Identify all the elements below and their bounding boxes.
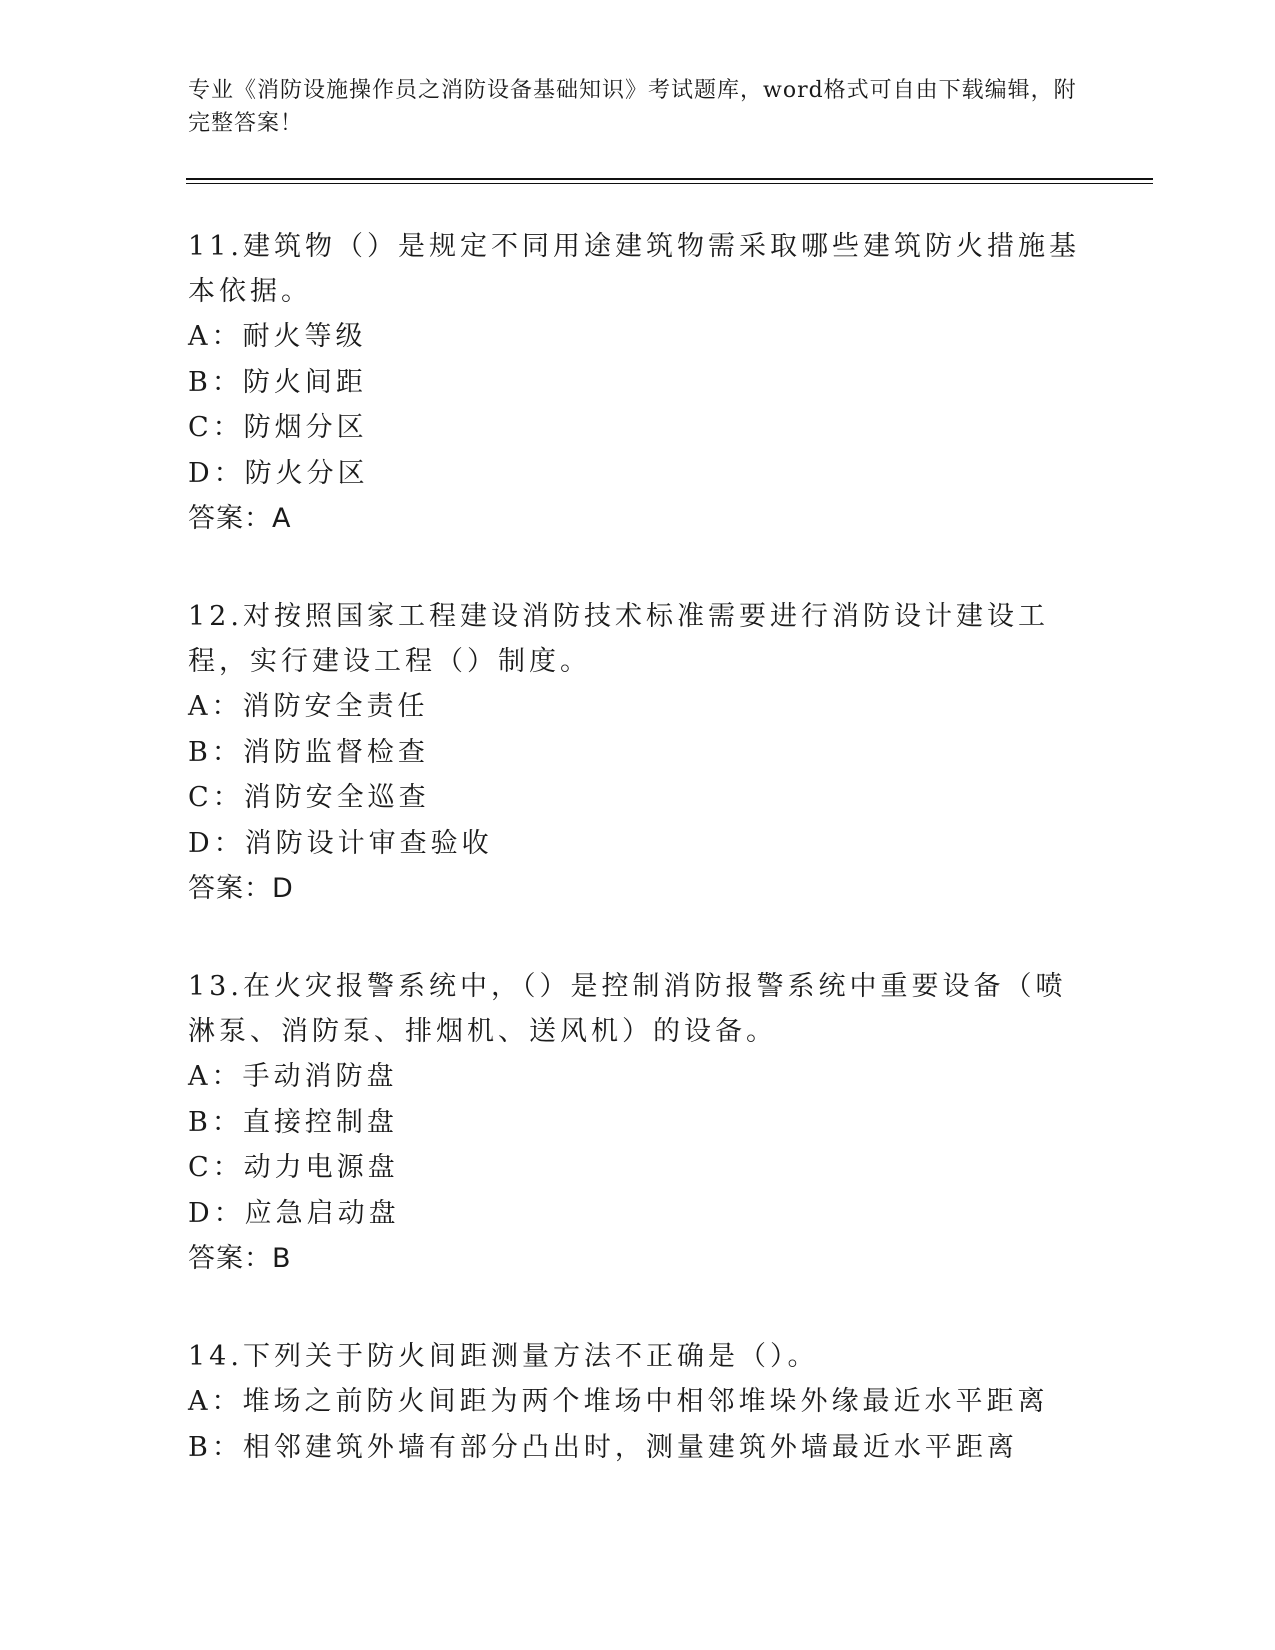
- option-b: B：消防监督检查: [188, 736, 429, 768]
- option-a: A：手动消防盘: [188, 1061, 398, 1092]
- option-d: D：防火分区: [188, 457, 369, 489]
- answer-line: 答案：B: [188, 1243, 292, 1274]
- header-divider-thick: [186, 178, 1153, 180]
- question-11: [188, 224, 1088, 542]
- option-c: C：消防安全巡查: [188, 782, 430, 813]
- option-a: A：耐火等级: [188, 321, 367, 352]
- option-d: D：消防设计审查验收: [188, 827, 493, 859]
- option-b: B：相邻建筑外墙有部分凸出时，测量建筑外墙最近水平距离: [188, 1431, 1018, 1463]
- question-stem: 14.下列关于防火间距测量方法不正确是（）。: [188, 1341, 819, 1372]
- option-c: C：防烟分区: [188, 412, 368, 443]
- option-d: D：应急启动盘: [188, 1197, 400, 1229]
- answer-line: 答案：A: [188, 503, 292, 534]
- option-a: A：堆场之前防火间距为两个堆场中相邻堆垛外缘最近水平距离: [188, 1386, 1049, 1417]
- question-stem: 11.建筑物（）是规定不同用途建筑物需采取哪些建筑防火措施基本依据。: [188, 231, 1080, 307]
- answer-line: 答案：D: [188, 873, 294, 904]
- option-b: B：防火间距: [188, 366, 367, 398]
- option-b: B：直接控制盘: [188, 1106, 398, 1138]
- question-stem: 12.对按照国家工程建设消防技术标准需要进行消防设计建设工程，实行建设工程（）制度。: [188, 601, 1049, 677]
- question-14: [188, 1334, 1088, 1470]
- option-c: C：动力电源盘: [188, 1152, 399, 1183]
- question-13: [188, 964, 1088, 1282]
- document-intro: 专业《消防设施操作员之消防设备基础知识》考试题库，word格式可自由下载编辑，附完整答案！: [188, 78, 1077, 136]
- header-divider-thin: [186, 183, 1153, 184]
- option-a: A：消防安全责任: [188, 691, 429, 722]
- question-stem: 13.在火灾报警系统中，（）是控制消防报警系统中重要设备（喷淋泵、消防泵、排烟机、送风机）的设备。: [188, 971, 1067, 1047]
- question-12: [188, 594, 1088, 912]
